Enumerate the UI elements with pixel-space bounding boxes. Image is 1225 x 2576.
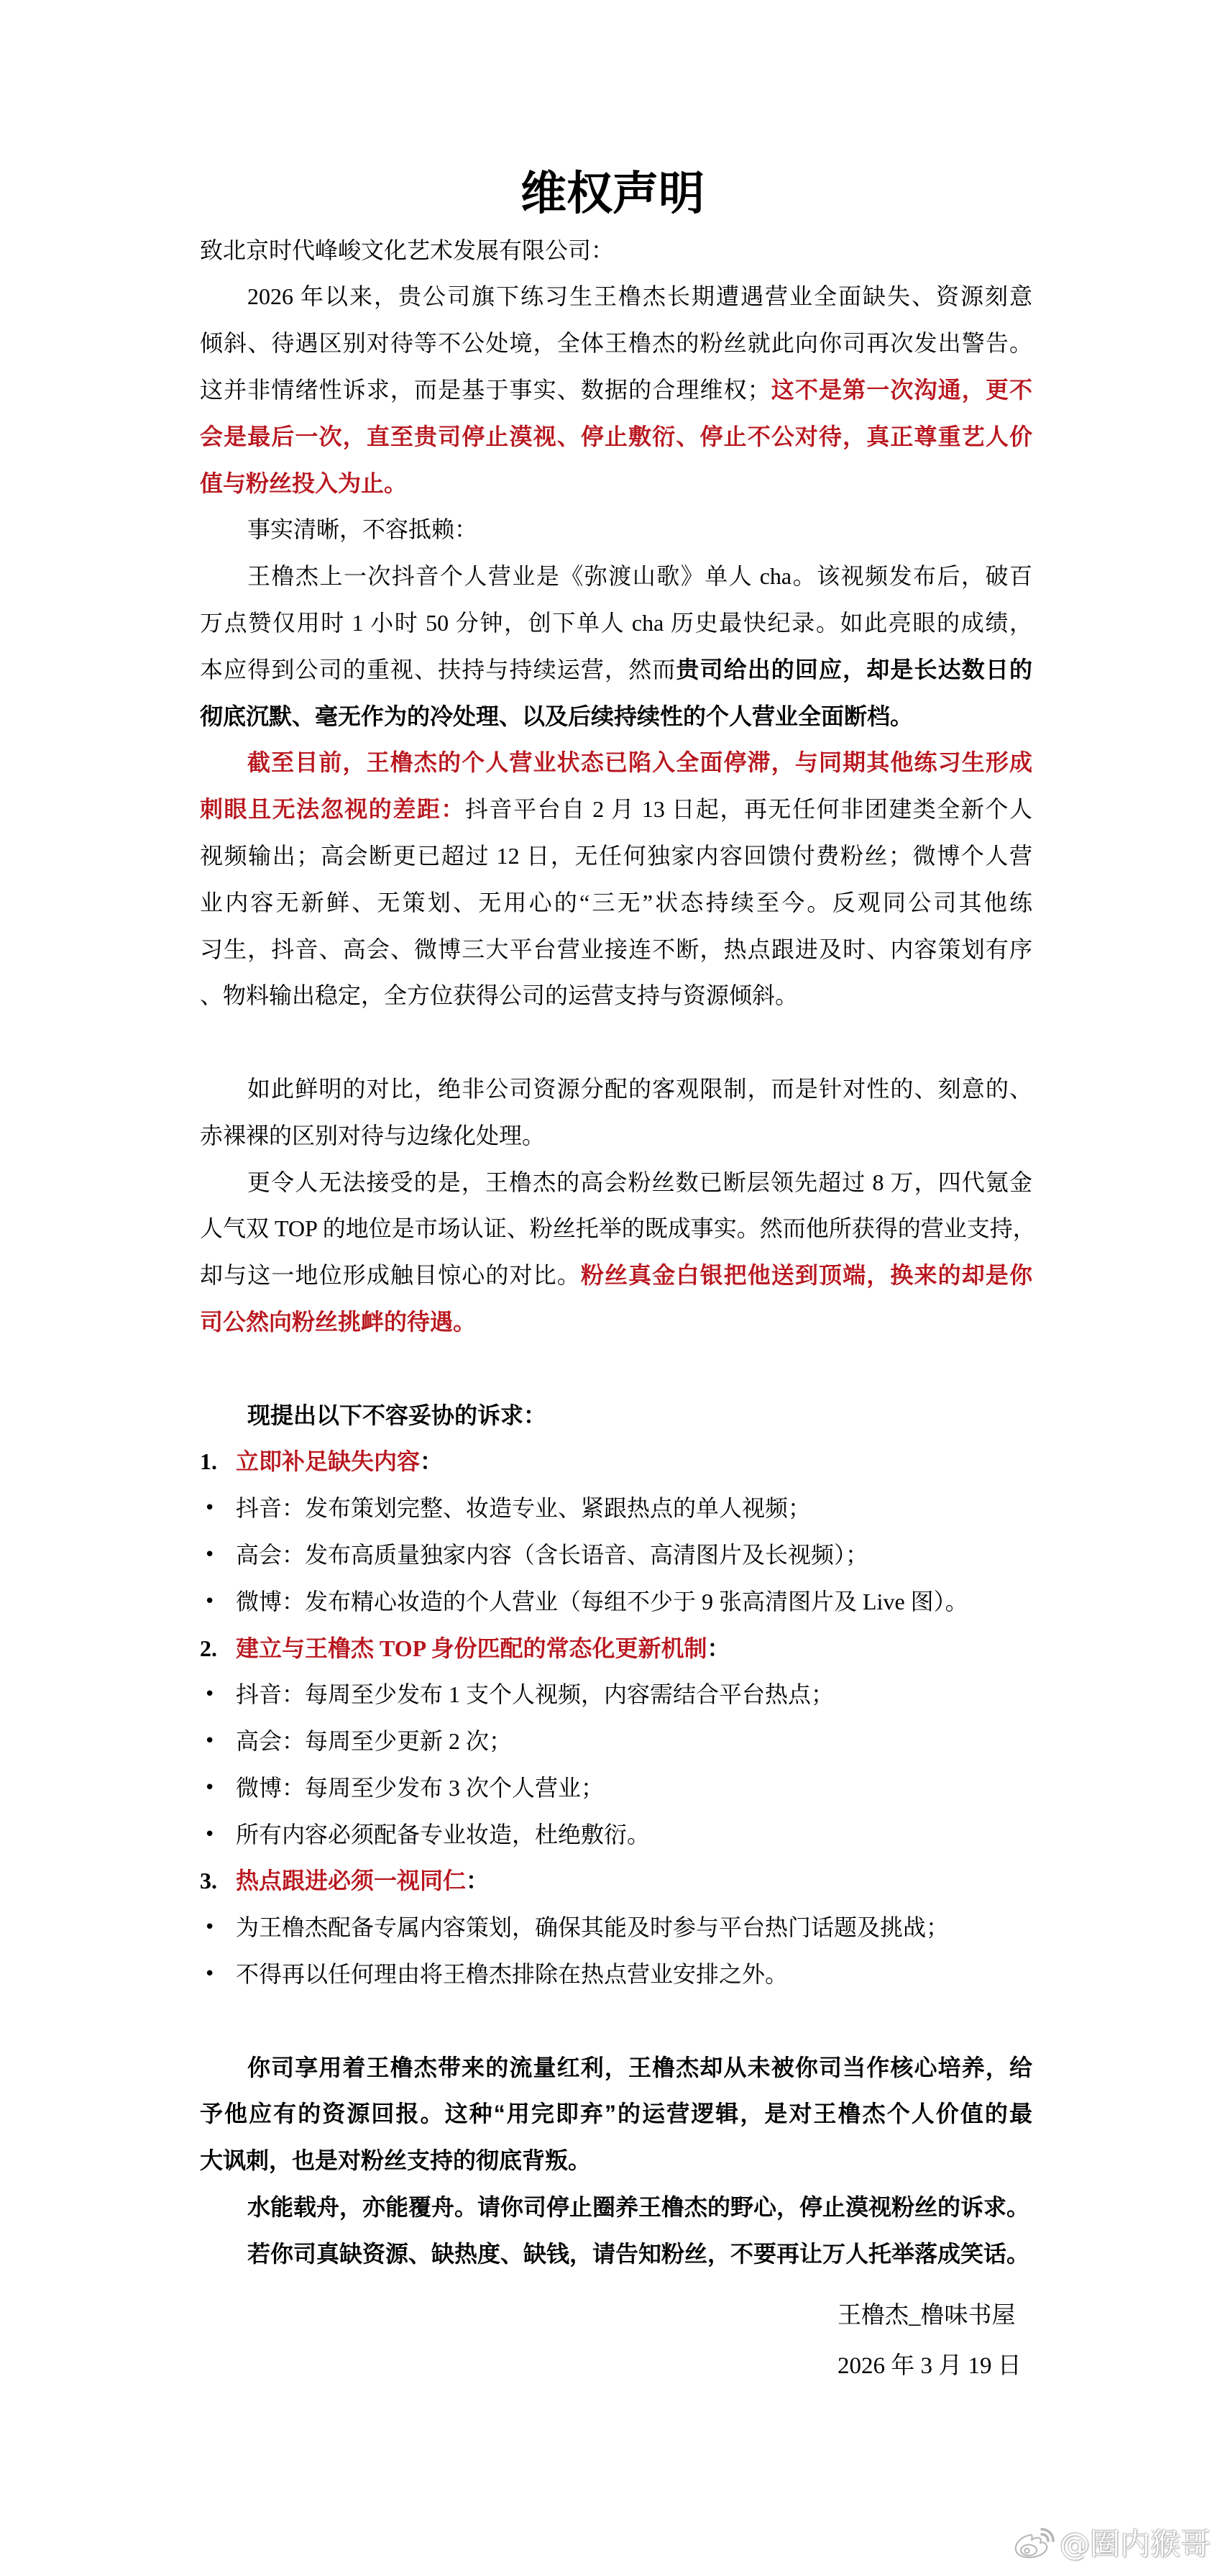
paragraph-closing-betrayal	[200, 2045, 1032, 2184]
text-line	[200, 786, 1032, 833]
text-segment: 事实清晰，不容抵赖：	[247, 516, 478, 543]
emphasis-segment: 粉丝真金白银把他送到顶端，换来的却是你	[580, 1262, 1032, 1289]
text-segment: 2026 年以来，贵公司旗下练习生王橹杰长期遭遇营业全面缺失、资源刻意	[247, 283, 1032, 310]
demands-section	[200, 1392, 1032, 1998]
demand-title: 立即补足缺失内容	[236, 1448, 421, 1475]
paragraph-closing-warning	[200, 2184, 1032, 2231]
text-line	[200, 1205, 1036, 1252]
demand-title-colon: ：	[420, 1448, 444, 1475]
bullet-text: 高会：每周至少更新 2 次；	[236, 1728, 513, 1755]
demand-bullet-item	[200, 1532, 1032, 1579]
paragraph-current-status	[200, 739, 1032, 1019]
statement-body	[200, 227, 1036, 2278]
text-line	[200, 1066, 1032, 1113]
paragraph-facts-lead	[200, 506, 1032, 553]
text-segment: 如此鲜明的对比，绝非公司资源分配的客观限制，而是针对性的、刻意的、	[247, 1075, 1032, 1102]
text-segment: 视频输出；高会断更已超过 12 日，无任何独家内容回馈付费粉丝；微博个人营	[200, 842, 1032, 869]
demand-title: 热点跟进必须一视同仁	[236, 1868, 467, 1894]
emphasis-segment: 会是最后一次，直至贵司停止漠视、停止敷衍、停止不公对待，真正尊重艺人价	[200, 423, 1032, 449]
blank-line	[200, 1998, 1032, 2045]
bullet-text: 微博：发布精心妆造的个人营业（每组不少于 9 张高清图片及 Live 图）。	[236, 1588, 968, 1614]
bullet-text: 所有内容必须配备专业妆造，杜绝敷衍。	[236, 1821, 651, 1847]
text-segment: 习生，抖音、高会、微博三大平台营业接连不断，热点跟进及时、内容策划有序	[200, 936, 1032, 962]
paragraph-contrast	[200, 1066, 1032, 1159]
signature-block	[838, 2290, 1022, 2391]
text-segment: 抖音平台自 2 月 13 日起，再无任何非团建类全新个人	[464, 796, 1032, 823]
demand-title-colon: ：	[707, 1635, 730, 1661]
text-line	[200, 1159, 1032, 1206]
bullet-text: 抖音：发布策划完整、妆造专业、紧跟热点的单人视频；	[236, 1495, 812, 1522]
text-line	[200, 833, 1032, 880]
signature: 王橹杰_橹味书屋	[838, 2303, 1016, 2329]
bullet-icon: •	[204, 1963, 216, 1986]
paragraph-intro	[200, 273, 1032, 506]
demand-bullet-item	[200, 1671, 1032, 1718]
demand-title-colon: ：	[466, 1868, 490, 1894]
demand-heading	[200, 1625, 1032, 1672]
text-line	[200, 739, 1032, 786]
bullet-text: 高会：发布高质量独家内容（含长语音、高清图片及长视频）；	[236, 1541, 869, 1568]
text-line: 大讽刺，也是对粉丝支持的彻底背叛。	[200, 2147, 592, 2174]
text-line	[200, 880, 1032, 926]
demand-number: 1.	[200, 1448, 217, 1475]
emphasis-segment: 刺眼且无法忽视的差距：	[200, 796, 465, 823]
text-line	[200, 1299, 1032, 1346]
bullet-text: 抖音：每周至少发布 1 支个人视频，内容需结合平台热点；	[236, 1681, 835, 1708]
bullet-text: 为王橹杰配备专属内容策划，确保其能及时参与平台热门话题及挑战；	[236, 1914, 950, 1941]
text-segment: 王橹杰上一次抖音个人营业是《弥渡山歌》单人 cha。该视频发布后，破百	[247, 563, 1032, 590]
bullet-icon: •	[204, 1730, 216, 1753]
text-line	[200, 414, 1032, 460]
text-line: 水能载舟，亦能覆舟。请你司停止圈养王橹杰的野心，停止漠视粉丝的诉求。	[247, 2194, 1030, 2221]
emphasis-segment: 这不是第一次沟通，更不	[770, 376, 1032, 403]
emphasis-segment: 截至目前，王橹杰的个人营业状态已陷入全面停滞，与同期其他练习生形成	[247, 749, 1032, 776]
demand-bullet-item	[200, 1485, 1032, 1532]
paragraph-closing-request	[200, 2231, 1032, 2278]
text-line	[200, 460, 1032, 507]
demand-heading	[200, 1438, 1032, 1485]
bullet-icon: •	[204, 1684, 216, 1706]
demand-number: 3.	[200, 1868, 217, 1894]
demand-heading	[200, 1858, 1032, 1904]
text-segment: 赤裸裸的区别对待与边缘化处理。	[200, 1122, 546, 1148]
text-segment: 人气双 TOP 的地位是市场认证、粉丝托举的既成事实。然而他所获得的营业支持，	[200, 1215, 1036, 1242]
document-title: 维权声明	[520, 168, 705, 219]
text-segment: 这并非情绪性诉求，而是基于事实、数据的合理维权；	[200, 376, 771, 403]
salutation: 致北京时代峰峻文化艺术发展有限公司：	[200, 237, 615, 263]
text-line	[200, 1113, 1032, 1159]
blank-line	[200, 1346, 1032, 1392]
demand-bullet-item	[200, 1951, 1032, 1998]
emphasis-segment: 值与粉丝投入为止。	[200, 470, 408, 496]
text-line: 若你司真缺资源、缺热度、缺钱，请告知粉丝，不要再让万人托举落成笑话。	[247, 2240, 1030, 2267]
text-line	[200, 273, 1032, 320]
demand-bullet-item	[200, 1579, 1032, 1625]
text-segment: 本应得到公司的重视、扶持与持续运营，然而	[200, 656, 676, 682]
watermark-handle: @圈内猴哥	[1060, 2526, 1211, 2562]
demand-title: 建立与王橹杰 TOP 身份匹配的常态化更新机制	[236, 1635, 707, 1661]
text-line	[200, 926, 1032, 973]
bullet-text: 不得再以任何理由将王橹杰排除在热点营业安排之外。	[236, 1961, 789, 1988]
bullet-icon: •	[204, 1823, 216, 1845]
text-line	[200, 600, 1032, 647]
bullet-icon: •	[204, 1590, 216, 1612]
weibo-icon	[1012, 2526, 1057, 2560]
emphasis-segment: 贵司给出的回应，却是长达数日的	[676, 656, 1032, 682]
text-segment: 倾斜、待遇区别对待等不公处境，全体王橹杰的粉丝就此向你司再次发出警告。	[200, 330, 1032, 357]
text-segment: 、物料输出稳定，全方位获得公司的运营支持与资源倾斜。	[200, 982, 799, 1009]
text-line	[200, 367, 1032, 414]
blank-line	[200, 1019, 1032, 1066]
demand-bullet-item	[200, 1812, 1032, 1858]
demand-bullet-item	[200, 1718, 1032, 1765]
demand-bullet-item	[200, 1765, 1032, 1812]
bullet-text: 微博：每周至少发布 3 次个人营业；	[236, 1774, 605, 1801]
demand-bullet-item	[200, 1904, 1032, 1951]
text-line	[200, 1252, 1032, 1299]
signature-date: 2026 年 3 月 19 日	[838, 2353, 1022, 2379]
text-line	[200, 506, 1032, 553]
emphasis-segment: 司公然向粉丝挑衅的待遇。	[200, 1308, 477, 1335]
bullet-icon: •	[204, 1497, 216, 1520]
bullet-icon: •	[204, 1917, 216, 1939]
demand-number: 2.	[200, 1635, 217, 1661]
text-line: 予他应有的资源回报。这种“用完即弃”的运营逻辑，是对王橹杰个人价值的最	[200, 2101, 1032, 2127]
paragraph-last-video	[200, 553, 1032, 739]
text-line	[200, 647, 1032, 693]
bullet-icon: •	[204, 1543, 216, 1566]
demands-intro: 现提出以下不容妥协的诉求：	[247, 1402, 547, 1428]
paragraph-top-status	[200, 1159, 1036, 1346]
text-line	[200, 553, 1032, 600]
bullet-icon: •	[204, 1776, 216, 1799]
text-line	[200, 693, 1032, 740]
emphasis-segment: 彻底沉默、毫无作为的冷处理、以及后续持续性的个人营业全面断档。	[200, 703, 914, 729]
text-line	[200, 320, 1032, 367]
text-segment: 更令人无法接受的是，王橹杰的高会粉丝数已断层领先超过 8 万，四代氪金	[247, 1169, 1032, 1195]
text-line	[200, 972, 1032, 1019]
text-segment: 万点赞仅用时 1 小时 50 分钟，创下单人 cha 历史最快纪录。如此亮眼的成绩，	[200, 609, 1032, 636]
text-segment: 业内容无新鲜、无策划、无用心的“三无”状态持续至今。反观同公司其他练	[200, 889, 1032, 915]
text-segment: 却与这一地位形成触目惊心的对比。	[200, 1262, 581, 1289]
text-line: 你司享用着王橹杰带来的流量红利，王橹杰却从未被你司当作核心培养，给	[247, 2054, 1032, 2081]
